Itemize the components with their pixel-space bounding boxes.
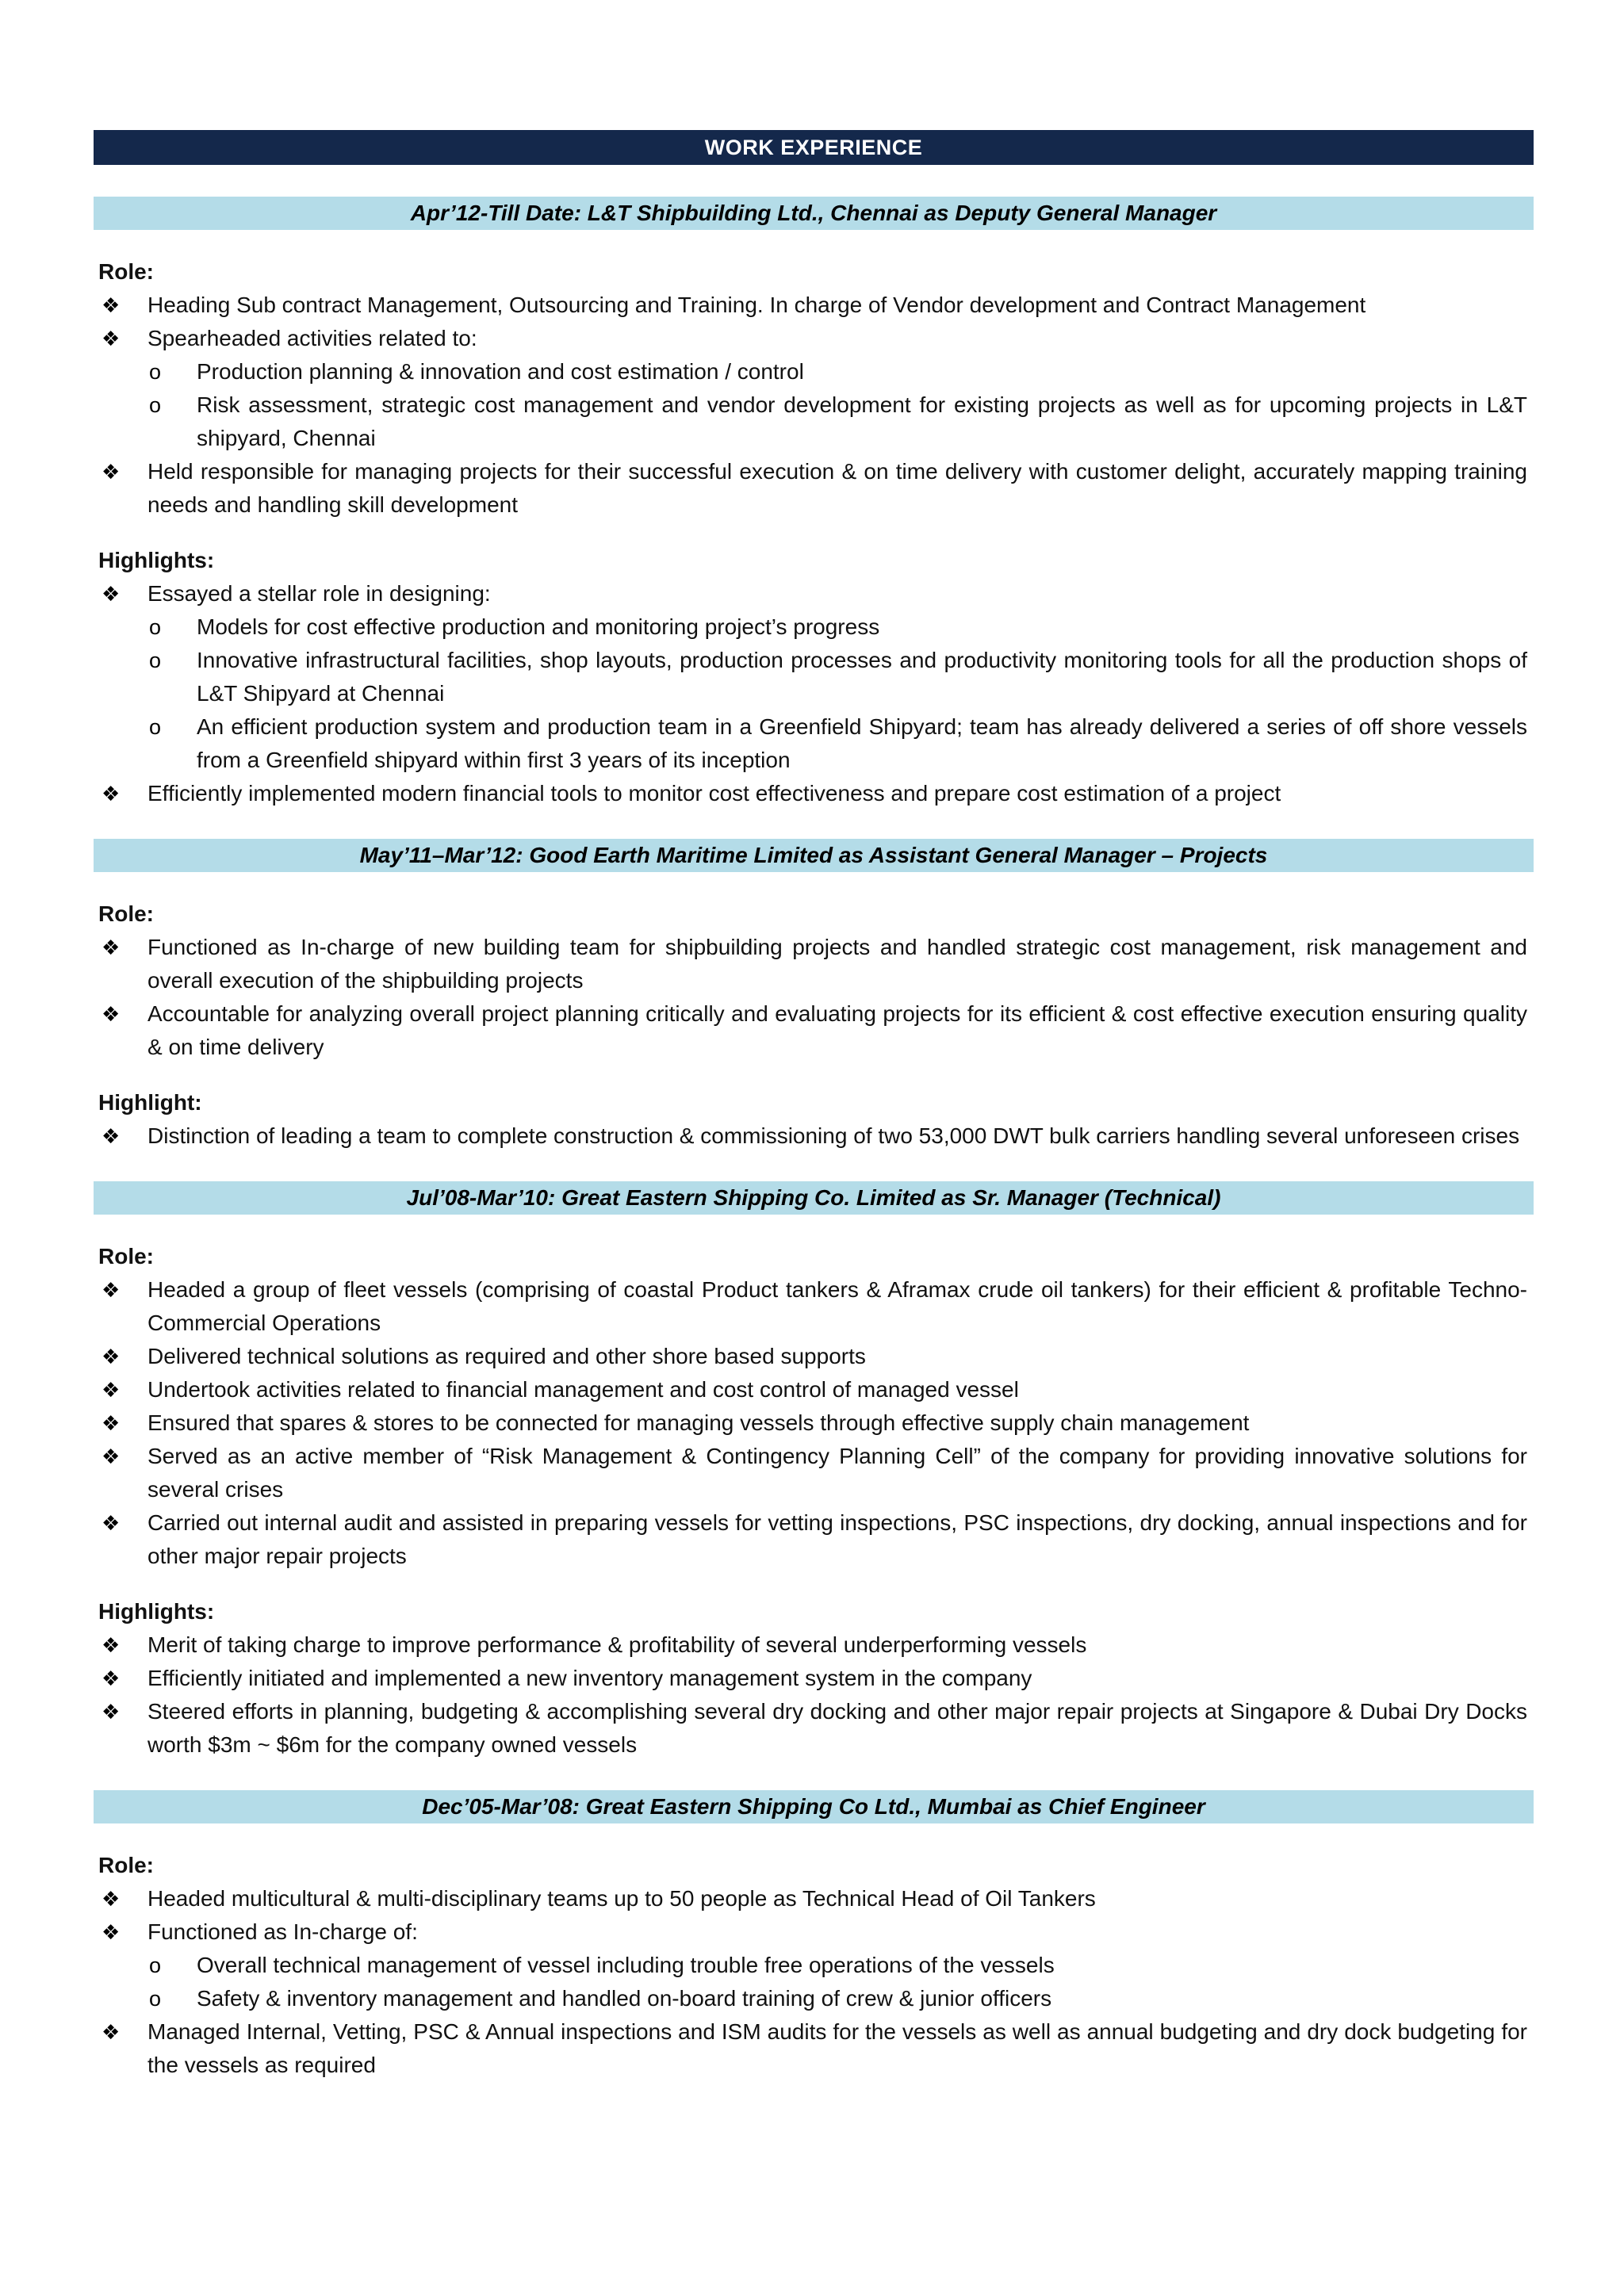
sub-bullet-item [94, 355, 1534, 388]
sub-bullet-item [94, 388, 1534, 455]
bullet-text: Functioned as In-charge of: [147, 1919, 418, 1944]
bullet-item [94, 1915, 1534, 1949]
job-header: May’11–Mar’12: Good Earth Maritime Limited as Assistant General Manager – Projects [94, 839, 1534, 872]
bullet-list [94, 577, 1534, 810]
sub-bullet-item [94, 1982, 1534, 2015]
bullet-item [94, 2015, 1534, 2082]
diamond-bullet-icon: ❖ [102, 1700, 121, 1724]
diamond-bullet-icon: ❖ [102, 1887, 121, 1911]
bullet-item [94, 1662, 1534, 1695]
diamond-bullet-icon: ❖ [102, 1445, 121, 1468]
job-group [94, 1595, 1534, 1762]
sub-bullet-text: Risk assessment, strategic cost management and vendor development for existing projects as well as for upcoming projects in L&T shipyard, Chennai [197, 392, 1527, 450]
bullet-text: Essayed a stellar role in designing: [147, 581, 491, 606]
diamond-bullet-icon: ❖ [102, 1345, 121, 1368]
diamond-bullet-icon: ❖ [102, 582, 121, 606]
sub-bullet-list [94, 355, 1534, 455]
sub-bullet-text: An efficient production system and production team in a Greenfield Shipyard; team has already delivered a series of off shore vessels from a Greenfield shipyard within first 3 years of its inception [197, 714, 1527, 772]
diamond-bullet-icon: ❖ [102, 1633, 121, 1657]
bullet-item [94, 455, 1534, 522]
bullet-list [94, 289, 1534, 522]
circle-bullet-icon: o [149, 360, 162, 384]
section-title: WORK EXPERIENCE [704, 136, 923, 159]
group-title: Highlights: [98, 1599, 215, 1624]
bullet-list [94, 931, 1534, 1064]
job-group [94, 1849, 1534, 2082]
diamond-bullet-icon: ❖ [102, 2020, 121, 2044]
bullet-list [94, 1119, 1534, 1153]
bullet-text: Heading Sub contract Management, Outsourcing and Training. In charge of Vendor development and Contract Management [147, 293, 1366, 317]
bullet-item [94, 777, 1534, 810]
diamond-bullet-icon: ❖ [102, 1667, 121, 1690]
circle-bullet-icon: o [149, 393, 162, 417]
sub-bullet-text: Overall technical management of vessel including trouble free operations of the vessels [197, 1953, 1055, 1977]
bullet-text: Served as an active member of “Risk Management & Contingency Planning Cell” of the company for providing innovative solutions for several crises [147, 1444, 1527, 1502]
bullet-text: Carried out internal audit and assisted in preparing vessels for vetting inspections, PSC inspections, dry docking, annual inspections and for other major repair projects [147, 1510, 1527, 1568]
job-header: Jul’08-Mar’10: Great Eastern Shipping Co. Limited as Sr. Manager (Technical) [94, 1181, 1534, 1215]
job-entry [94, 1181, 1534, 1762]
group-title: Highlights: [98, 548, 215, 572]
bullet-text: Spearheaded activities related to: [147, 326, 477, 350]
group-title: Role: [98, 1244, 154, 1269]
diamond-bullet-icon: ❖ [102, 1411, 121, 1435]
sub-bullet-list [94, 610, 1534, 777]
bullet-text: Held responsible for managing projects for their successful execution & on time delivery with customer delight, accurately mapping training needs and handling skill development [147, 459, 1527, 517]
bullet-text: Delivered technical solutions as required and other shore based supports [147, 1344, 866, 1368]
group-title: Role: [98, 1853, 154, 1877]
bullet-item [94, 577, 1534, 610]
diamond-bullet-icon: ❖ [102, 327, 121, 350]
diamond-bullet-icon: ❖ [102, 293, 121, 317]
sub-bullet-item [94, 644, 1534, 710]
section-header [94, 130, 1534, 165]
bullet-item [94, 1119, 1534, 1153]
circle-bullet-icon: o [149, 1987, 162, 2011]
bullet-item [94, 1406, 1534, 1440]
diamond-bullet-icon: ❖ [102, 1920, 121, 1944]
job-group [94, 255, 1534, 522]
job-entry [94, 197, 1534, 810]
bullet-item [94, 1340, 1534, 1373]
bullet-text: Steered efforts in planning, budgeting & accomplishing several dry docking and other major repair projects at Singapore & Dubai Dry Docks worth $3m ~ $6m for the company owned vessels [147, 1699, 1527, 1757]
bullet-list [94, 1882, 1534, 2082]
job-header: Dec’05-Mar’08: Great Eastern Shipping Co Ltd., Mumbai as Chief Engineer [94, 1790, 1534, 1823]
sub-bullet-text: Safety & inventory management and handled on-board training of crew & junior officers [197, 1986, 1052, 2011]
bullet-item [94, 931, 1534, 997]
bullet-item [94, 1628, 1534, 1662]
bullet-item [94, 1273, 1534, 1340]
sub-bullet-text: Innovative infrastructural facilities, shop layouts, production processes and productivity monitoring tools for all the production shops of L&T Shipyard at Chennai [197, 648, 1527, 706]
job-group [94, 897, 1534, 1064]
diamond-bullet-icon: ❖ [102, 1278, 121, 1302]
job-group [94, 544, 1534, 810]
group-title: Role: [98, 901, 154, 926]
sub-bullet-item [94, 1949, 1534, 1982]
job-group [94, 1086, 1534, 1153]
bullet-item [94, 1695, 1534, 1762]
bullet-text: Functioned as In-charge of new building team for shipbuilding projects and handled strategic cost management, risk management and overall execution of the shipbuilding projects [147, 935, 1527, 993]
bullet-list [94, 1628, 1534, 1762]
diamond-bullet-icon: ❖ [102, 1002, 121, 1026]
group-title: Highlight: [98, 1090, 202, 1115]
bullet-text: Distinction of leading a team to complete construction & commissioning of two 53,000 DWT bulk carriers handling several unforeseen crises [147, 1123, 1520, 1148]
bullet-item [94, 289, 1534, 322]
bullet-item [94, 1440, 1534, 1506]
bullet-item [94, 997, 1534, 1064]
bullet-item [94, 322, 1534, 355]
diamond-bullet-icon: ❖ [102, 1378, 121, 1402]
job-header: Apr’12-Till Date: L&T Shipbuilding Ltd., Chennai as Deputy General Manager [94, 197, 1534, 230]
bullet-text: Ensured that spares & stores to be connected for managing vessels through effective supply chain management [147, 1410, 1250, 1435]
circle-bullet-icon: o [149, 615, 162, 639]
bullet-text: Accountable for analyzing overall project planning critically and evaluating projects for its efficient & cost effective execution ensuring quality & on time delivery [147, 1001, 1527, 1059]
job-entry [94, 839, 1534, 1153]
sub-bullet-item [94, 610, 1534, 644]
work-experience-section [94, 130, 1534, 2082]
bullet-text: Efficiently initiated and implemented a new inventory management system in the company [147, 1666, 1032, 1690]
diamond-bullet-icon: ❖ [102, 782, 121, 806]
bullet-text: Headed multicultural & multi-disciplinary teams up to 50 people as Technical Head of Oil Tankers [147, 1886, 1096, 1911]
circle-bullet-icon: o [149, 1954, 162, 1977]
bullet-text: Managed Internal, Vetting, PSC & Annual inspections and ISM audits for the vessels as well as annual budgeting and dry dock budgeting for the vessels as required [147, 2019, 1527, 2077]
bullet-text: Merit of taking charge to improve performance & profitability of several underperforming vessels [147, 1632, 1087, 1657]
bullet-item [94, 1373, 1534, 1406]
circle-bullet-icon: o [149, 715, 162, 739]
job-entry [94, 1790, 1534, 2082]
sub-bullet-item [94, 710, 1534, 777]
job-list [94, 197, 1534, 2082]
diamond-bullet-icon: ❖ [102, 1124, 121, 1148]
circle-bullet-icon: o [149, 649, 162, 672]
sub-bullet-text: Production planning & innovation and cost estimation / control [197, 359, 804, 384]
diamond-bullet-icon: ❖ [102, 1511, 121, 1535]
bullet-list [94, 1273, 1534, 1573]
bullet-text: Efficiently implemented modern financial tools to monitor cost effectiveness and prepare cost estimation of a project [147, 781, 1281, 806]
bullet-item [94, 1882, 1534, 1915]
group-title: Role: [98, 259, 154, 284]
bullet-text: Undertook activities related to financial management and cost control of managed vessel [147, 1377, 1019, 1402]
bullet-item [94, 1506, 1534, 1573]
job-group [94, 1240, 1534, 1573]
diamond-bullet-icon: ❖ [102, 936, 121, 959]
sub-bullet-text: Models for cost effective production and monitoring project’s progress [197, 614, 880, 639]
sub-bullet-list [94, 1949, 1534, 2015]
bullet-text: Headed a group of fleet vessels (comprising of coastal Product tankers & Aframax crude oil tankers) for their efficient & profitable Techno-Commercial Operations [147, 1277, 1527, 1335]
diamond-bullet-icon: ❖ [102, 460, 121, 484]
